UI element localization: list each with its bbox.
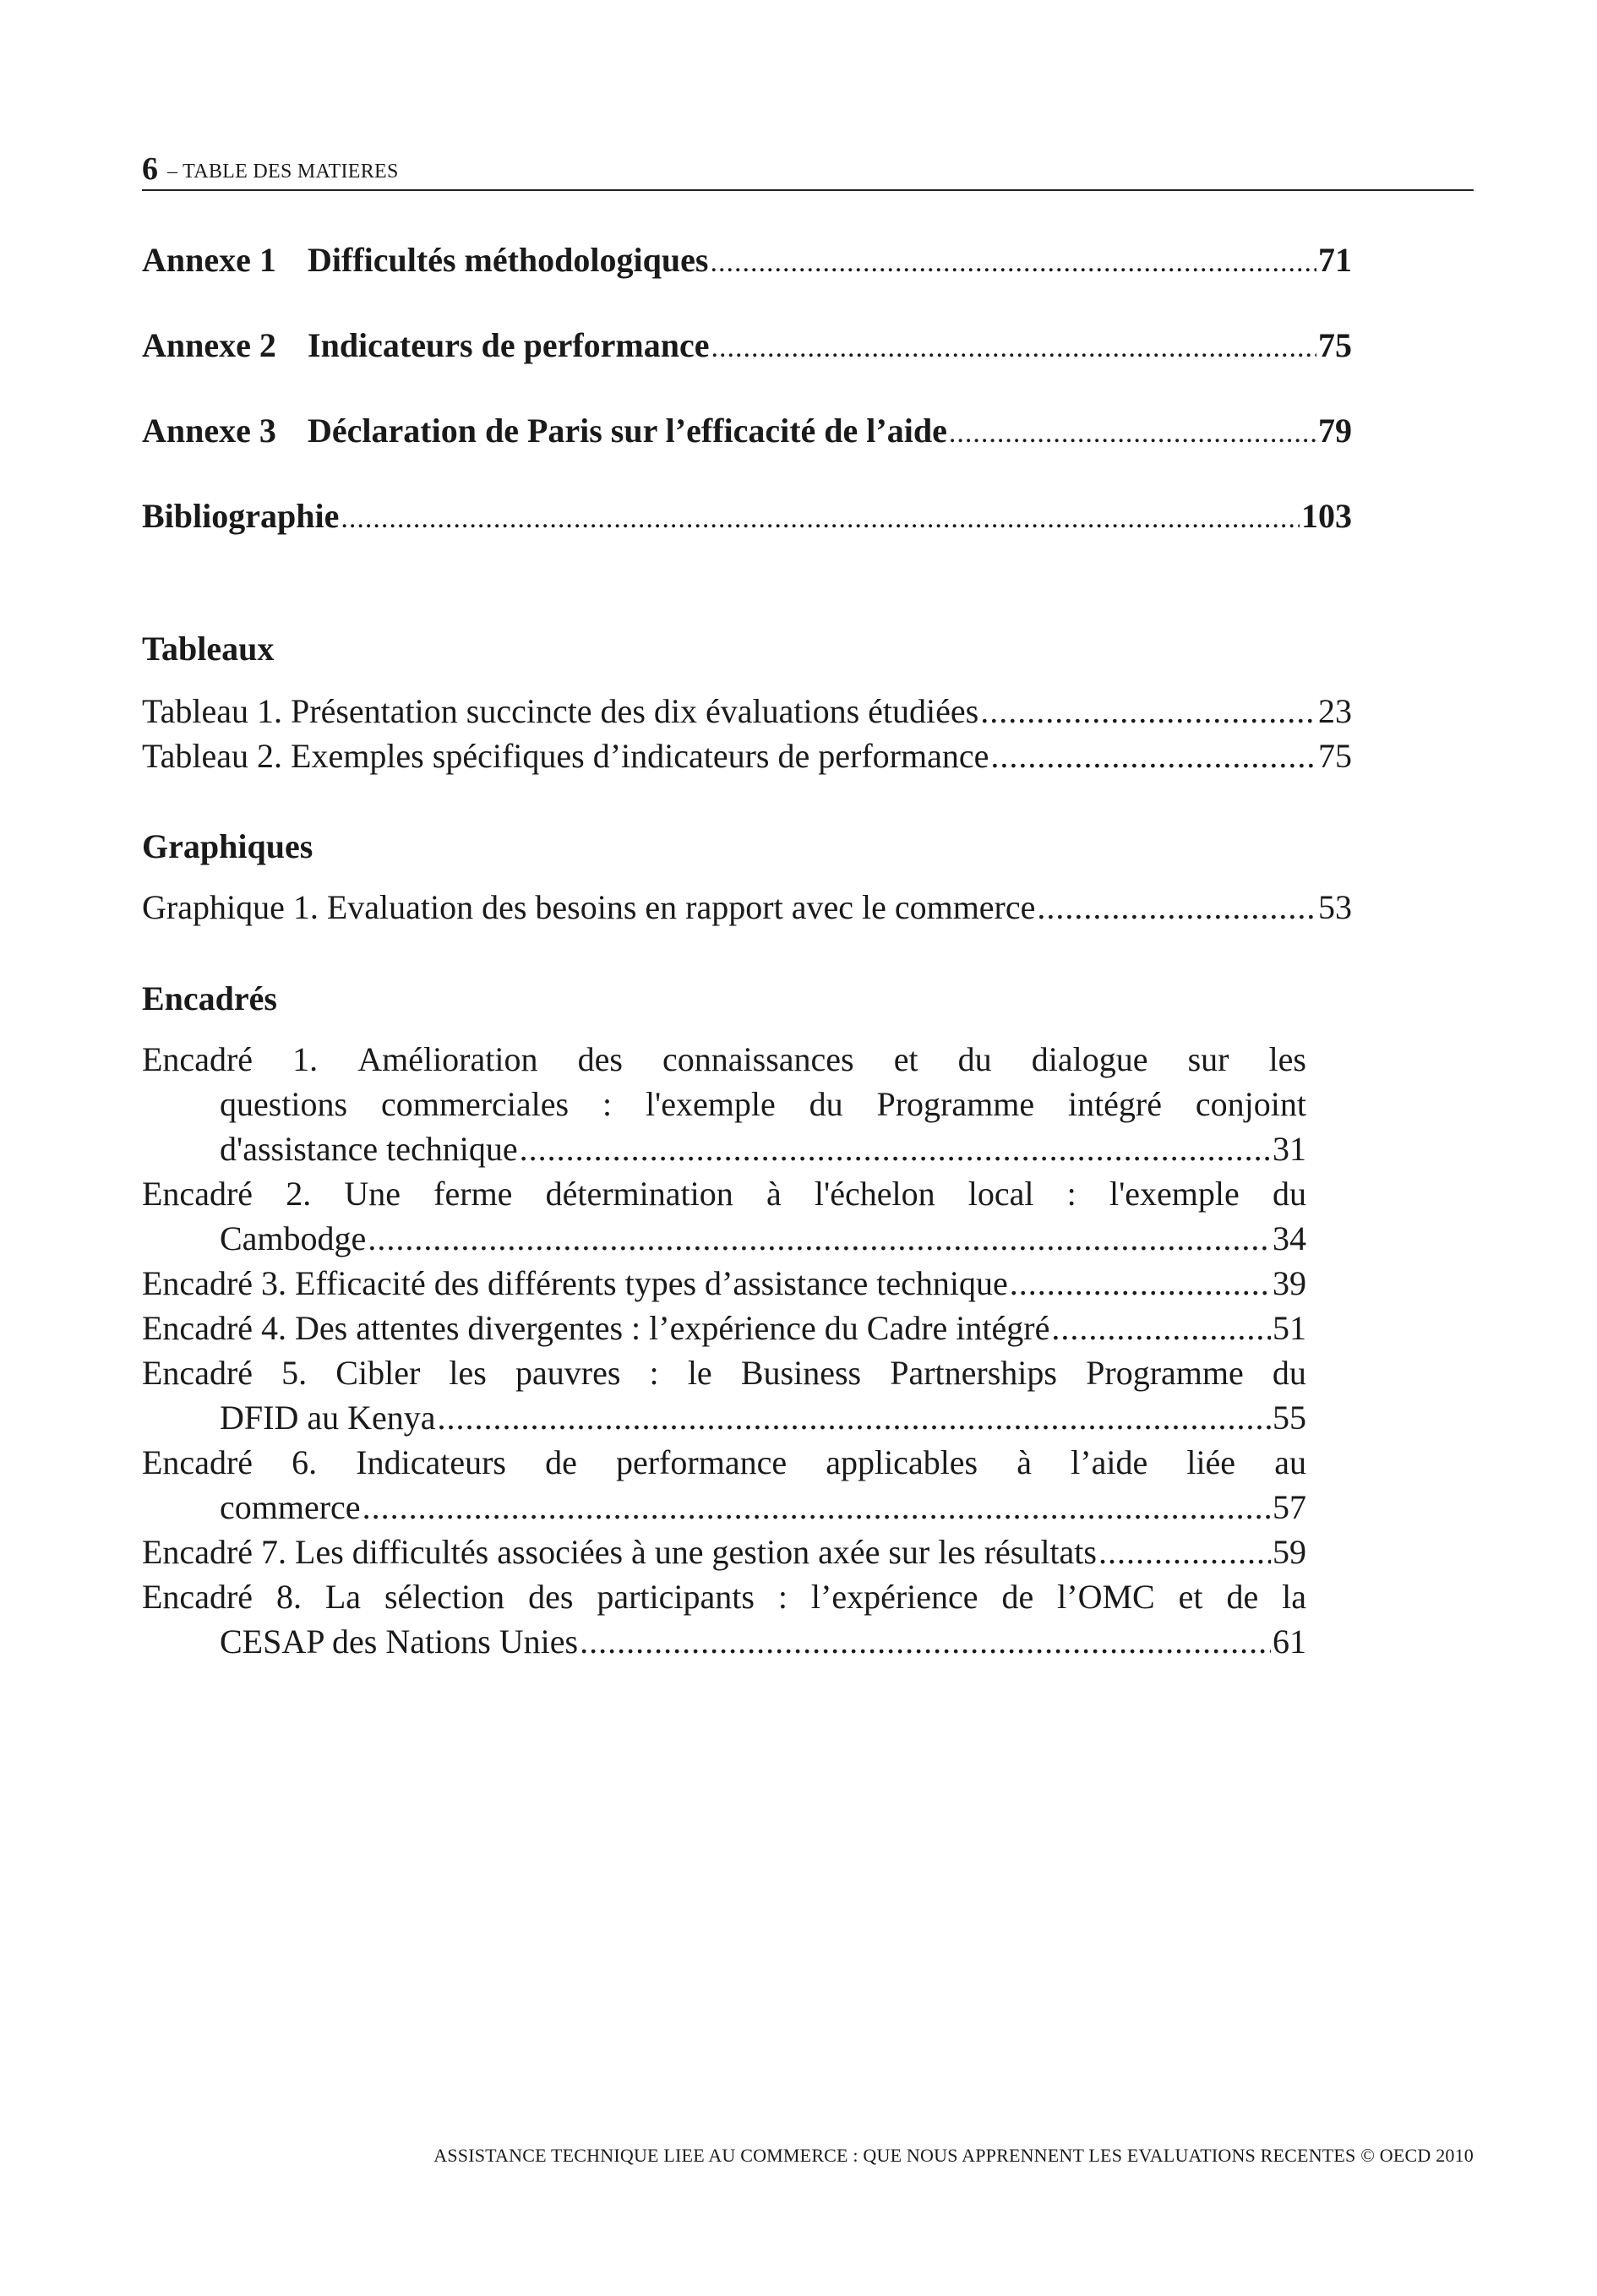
toc-entry-encadre-6[interactable]: Encadré 6. Indicateurs de performance applicables à l’aide liée au commerce ..... 57 — [142, 1440, 1306, 1530]
encadres-list — [142, 1037, 1352, 1664]
page-number: 6 — [142, 151, 158, 187]
section-heading-tableaux: Tableaux — [142, 630, 275, 668]
toc-entry-annexe-2[interactable] — [142, 325, 1352, 411]
running-header — [142, 150, 1474, 191]
annex-title: Bibliographie — [142, 497, 340, 535]
annex-title: Indicateurs de performance — [308, 326, 710, 364]
page-ref: 55 — [1273, 1399, 1306, 1437]
page-ref: 57 — [1273, 1488, 1306, 1526]
leader-dots — [1010, 1261, 1271, 1306]
page-ref: 103 — [1301, 497, 1352, 535]
page-ref: 75 — [1318, 737, 1352, 775]
tableaux-section — [142, 629, 1352, 778]
graphiques-section — [142, 826, 1352, 930]
leader-dots — [362, 1485, 1271, 1530]
toc-entry-graphique-1[interactable]: Graphique 1. Evaluation des besoins en rapport avec le commerce ..... 53 — [142, 885, 1352, 930]
toc-entry-encadre-2[interactable]: Encadré 2. Une ferme détermination à l'échelon local : l'exemple du Cambodge ..... 34 — [142, 1171, 1306, 1261]
toc-entry-encadre-5[interactable]: Encadré 5. Cibler les pauvres : le Business Partnerships Programme du DFID au Kenya ..... 55 — [142, 1350, 1306, 1440]
page-ref: 75 — [1318, 326, 1352, 364]
toc-entry-tableau-2[interactable]: Tableau 2. Exemples spécifiques d’indicateurs de performance ..... 75 — [142, 734, 1352, 778]
section-heading-graphiques: Graphiques — [142, 827, 313, 865]
leader-dots — [368, 1216, 1271, 1261]
toc-entry-annexe-1[interactable] — [142, 240, 1352, 325]
page-ref: 53 — [1318, 888, 1352, 926]
page-ref: 59 — [1273, 1533, 1306, 1571]
leader-dots — [990, 734, 1316, 778]
encadres-section — [142, 979, 1352, 1664]
page-ref: 34 — [1273, 1219, 1306, 1257]
leader-dots — [1037, 885, 1316, 930]
annex-title: Déclaration de Paris sur l’efficacité de l’aide — [308, 412, 947, 450]
leader-dots — [580, 1619, 1271, 1664]
toc-entry-encadre-3[interactable]: Encadré 3. Efficacité des différents types d’assistance technique ..... 39 — [142, 1261, 1306, 1306]
page-ref: 31 — [1273, 1130, 1306, 1168]
leader-dots — [949, 417, 1316, 450]
toc-entry-encadre-7[interactable]: Encadré 7. Les difficultés associées à une gestion axée sur les résultats ..... 59 — [142, 1530, 1306, 1574]
leader-dots — [1051, 1306, 1271, 1350]
leader-dots — [520, 1126, 1271, 1171]
toc-entry-annexe-3[interactable] — [142, 411, 1352, 496]
annex-number: Annexe 1 — [142, 241, 276, 279]
leader-dots — [711, 332, 1316, 364]
page-footer: ASSISTANCE TECHNIQUE LIEE AU COMMERCE : QUE NOUS APPRENNENT LES EVALUATIONS RECENTES © OECD 2010 — [433, 2145, 1474, 2166]
annex-number: Annexe 3 — [142, 412, 276, 450]
page-ref: 79 — [1318, 412, 1352, 450]
toc-entry-bibliographie[interactable] — [142, 496, 1352, 581]
toc-entry-tableau-1[interactable]: Tableau 1. Présentation succincte des dix évaluations étudiées ..... 23 — [142, 689, 1352, 734]
leader-dots — [438, 1395, 1272, 1440]
annex-list — [142, 240, 1352, 581]
leader-dots — [1098, 1530, 1271, 1574]
page-ref: 61 — [1273, 1622, 1306, 1661]
section-heading-encadres: Encadrés — [142, 979, 277, 1017]
toc-entry-encadre-1[interactable]: Encadré 1. Amélioration des connaissances et du dialogue sur les questions commerciales : l'exemple du Programme intégré conjoint d'assistance technique ..... 31 — [142, 1037, 1306, 1171]
annex-number: Annexe 2 — [142, 326, 276, 364]
page-ref: 23 — [1318, 692, 1352, 730]
toc-entry-encadre-8[interactable]: Encadré 8. La sélection des participants : l’expérience de l’OMC et de la CESAP des Nations Unies ..... 61 — [142, 1574, 1306, 1664]
annex-title: Difficultés méthodologiques — [308, 241, 709, 279]
running-header-title: – TABLE DES MATIERES — [167, 161, 399, 183]
toc-entry-encadre-4[interactable]: Encadré 4. Des attentes divergentes : l’expérience du Cadre intégré ..... 51 — [142, 1306, 1306, 1350]
leader-dots — [980, 689, 1316, 734]
leader-dots — [341, 503, 1300, 535]
page-ref: 71 — [1318, 241, 1352, 279]
leader-dots — [710, 247, 1316, 279]
page-ref: 39 — [1273, 1264, 1306, 1302]
page-ref: 51 — [1273, 1309, 1306, 1347]
